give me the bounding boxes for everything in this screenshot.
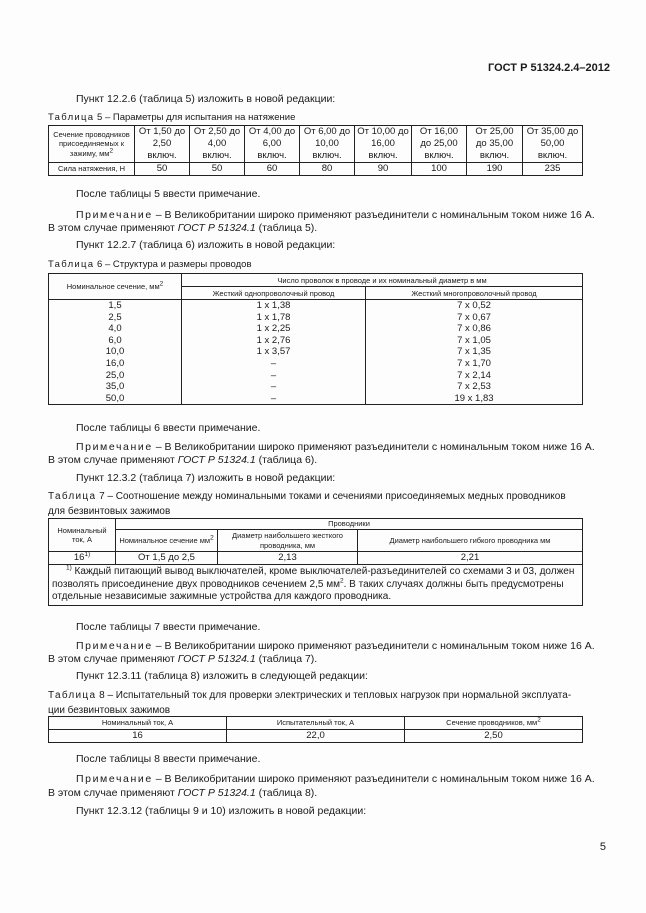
table5-cell: От 35,00 до 50,00 включ. xyxy=(523,126,583,163)
table6-cell: 10,0 xyxy=(49,346,182,358)
page-number: 5 xyxy=(599,841,606,853)
table6-cell: 7 x 1,35 xyxy=(366,346,583,358)
table5-cell: 90 xyxy=(355,163,412,176)
paragraph-12-2-6: Пункт 12.2.6 (таблица 5) изложить в новой редакции: xyxy=(76,93,336,105)
table-row xyxy=(49,346,583,358)
paragraph-12-3-2: Пункт 12.3.2 (таблица 7) изложить в новой редакции: xyxy=(76,472,336,484)
table6-cell: 7 x 0,67 xyxy=(366,312,583,324)
table-row xyxy=(49,381,583,393)
table7-caption: Таблица 7 – Соотношение между номинальными токами и сечениями присоединяемых медных проводников для безвинтовых зажимов xyxy=(48,491,566,517)
table7-header-flex: Диаметр наибольшего гибкого проводника мм xyxy=(358,530,583,552)
table5-cell: 60 xyxy=(245,163,300,176)
table6-cell: 7 x 1,05 xyxy=(366,335,583,347)
table6-cell: 35,0 xyxy=(49,381,182,393)
table5-cell: От 10,00 до 16,00 включ. xyxy=(355,126,412,163)
table5-cell: От 16,00 до 25,00 включ. xyxy=(412,126,467,163)
paragraph-12-3-12: Пункт 12.3.12 (таблицы 9 и 10) изложить в новой редакции: xyxy=(76,805,367,817)
note8-line1: Примечание – В Великобритании широко применяют разъединители с номинальным током ниже 16 А. xyxy=(76,773,595,785)
table6-cell: – xyxy=(182,370,366,382)
table5-cell: От 1,50 до 2,50 включ. xyxy=(135,126,190,163)
table6-cell: 1 x 2,25 xyxy=(182,323,366,335)
table6-cell: 1 x 2,76 xyxy=(182,335,366,347)
note5-line1: Примечание – В Великобритании широко применяют разъединители с номинальным током ниже 16 А. xyxy=(76,209,595,221)
table-8 xyxy=(48,716,583,743)
after-table7-text: После таблицы 7 ввести примечание. xyxy=(76,621,261,633)
table-row xyxy=(49,358,583,370)
table6-cell: 4,0 xyxy=(49,323,182,335)
table5-cell: 190 xyxy=(467,163,523,176)
table6-cell: 6,0 xyxy=(49,335,182,347)
table-7 xyxy=(48,518,583,606)
table6-cell: 25,0 xyxy=(49,370,182,382)
note7-line2: В этом случае применяют ГОСТ Р 51324.1 (таблица 7). xyxy=(48,653,318,665)
table5-cell: 50 xyxy=(190,163,245,176)
table8-caption: Таблица 8 – Испытательный ток для проверки электрических и тепловых нагрузок при нормальной эксплуата- ции безвинтовых зажимов xyxy=(48,690,572,716)
table6-cell: 19 x 1,83 xyxy=(366,393,583,405)
table8-cell: 22,0 xyxy=(227,730,405,743)
table-row xyxy=(49,323,583,335)
table5-cell: 50 xyxy=(135,163,190,176)
paragraph-12-2-7: Пункт 12.2.7 (таблица 6) изложить в новой редакции: xyxy=(76,239,336,251)
table5-header-force: Сила натяжения, Н xyxy=(49,163,135,176)
table6-header-group: Число проволок в проводе и их номинальный диаметр в мм xyxy=(182,274,583,287)
table6-cell: 7 x 2,53 xyxy=(366,381,583,393)
note8-line2: В этом случае применяют ГОСТ Р 51324.1 (таблица 8). xyxy=(48,787,318,799)
table6-header-solid: Жесткий однопроволочный провод xyxy=(182,287,366,300)
table6-cell: 7 x 0,52 xyxy=(366,300,583,312)
table6-cell: – xyxy=(182,358,366,370)
table7-cell-flex: 2,21 xyxy=(358,552,583,565)
paragraph-12-3-11: Пункт 12.3.11 (таблица 8) изложить в следующей редакции: xyxy=(76,670,368,682)
table6-cell: 1 x 3,57 xyxy=(182,346,366,358)
table6-cell: 7 x 2,14 xyxy=(366,370,583,382)
table-row xyxy=(49,335,583,347)
table7-header-current: Номинальный ток, А xyxy=(49,519,116,552)
table6-cell: 1 x 1,78 xyxy=(182,312,366,324)
table7-footnote: $^{1)}$ Каждый питающий вывод выключателей, кроме выключателей-разъединителей со схемами 3 и 03, должен позволять присоединение двух проводников сечением 2,5 $мм^2$. В таких случаях должны быть предусмотрены отдельные независимые зажимные устройства для каждого проводника. xyxy=(49,565,583,606)
table-row xyxy=(49,312,583,324)
after-table6-text: После таблицы 6 ввести примечание. xyxy=(76,422,261,434)
document-id: ГОСТ Р 51324.2.4–2012 xyxy=(487,62,610,74)
table6-cell: 50,0 xyxy=(49,393,182,405)
after-table8-text: После таблицы 8 ввести примечание. xyxy=(76,753,261,765)
table7-cell-current: 16$^{1)}$ xyxy=(49,552,116,565)
table-5 xyxy=(48,125,583,176)
note6-line2: В этом случае применяют ГОСТ Р 51324.1 (таблица 6). xyxy=(48,454,318,466)
table7-cell-section: От 1,5 до 2,5 xyxy=(116,552,218,565)
table8-header-current: Номинальный ток, А xyxy=(49,717,227,730)
table5-cell: 235 xyxy=(523,163,583,176)
table6-cell: 1 x 1,38 xyxy=(182,300,366,312)
table6-cell: 7 x 0,86 xyxy=(366,323,583,335)
note5-line2: В этом случае применяют ГОСТ Р 51324.1 (таблица 5). xyxy=(48,222,318,234)
note6-line1: Примечание – В Великобритании широко применяют разъединители с номинальным током ниже 16 А. xyxy=(76,441,595,453)
after-table5-text: После таблицы 5 ввести примечание. xyxy=(76,188,261,200)
table6-cell: – xyxy=(182,381,366,393)
table7-header-solid: Диаметр наибольшего жесткого проводника, мм xyxy=(218,530,358,552)
table7-cell-solid: 2,13 xyxy=(218,552,358,565)
table-row xyxy=(49,393,583,405)
table6-cell: – xyxy=(182,393,366,405)
table8-header-test: Испытательный ток, А xyxy=(227,717,405,730)
table6-header-stranded: Жесткий многопроволочный провод xyxy=(366,287,583,300)
table8-cell: 16 xyxy=(49,730,227,743)
table5-cell: 80 xyxy=(300,163,355,176)
table7-header-section: Номинальное сечение $мм^2$ xyxy=(116,530,218,552)
table5-cell: От 4,00 до 6,00 включ. xyxy=(245,126,300,163)
table5-caption: Таблица 5 – Параметры для испытания на натяжение xyxy=(48,112,296,123)
table6-header-nominal: Номинальное сечение, $мм^2$ xyxy=(49,274,182,300)
note7-line1: Примечание – В Великобритании широко применяют разъединители с номинальным током ниже 16 А. xyxy=(76,640,595,652)
table5-cell: 100 xyxy=(412,163,467,176)
table5-header-section: Сечение проводников присоединяемых к зажиму, $мм^2$ xyxy=(49,126,135,163)
table-row xyxy=(49,370,583,382)
table-row xyxy=(49,300,583,312)
table5-cell: От 6,00 до 10,00 включ. xyxy=(300,126,355,163)
table6-cell: 7 x 1,70 xyxy=(366,358,583,370)
table7-header-conductors: Проводники xyxy=(116,519,583,530)
table6-cell: 16,0 xyxy=(49,358,182,370)
table6-caption: Таблица 6 – Структура и размеры проводов xyxy=(48,259,252,270)
table5-cell: От 2,50 до 4,00 включ. xyxy=(190,126,245,163)
table8-cell: 2,50 xyxy=(405,730,583,743)
table8-header-section: Сечение проводников, $мм^2$ xyxy=(405,717,583,730)
table6-cell: 1,5 xyxy=(49,300,182,312)
table6-cell: 2,5 xyxy=(49,312,182,324)
table-6 xyxy=(48,273,583,405)
table5-cell: От 25,00 до 35,00 включ. xyxy=(467,126,523,163)
